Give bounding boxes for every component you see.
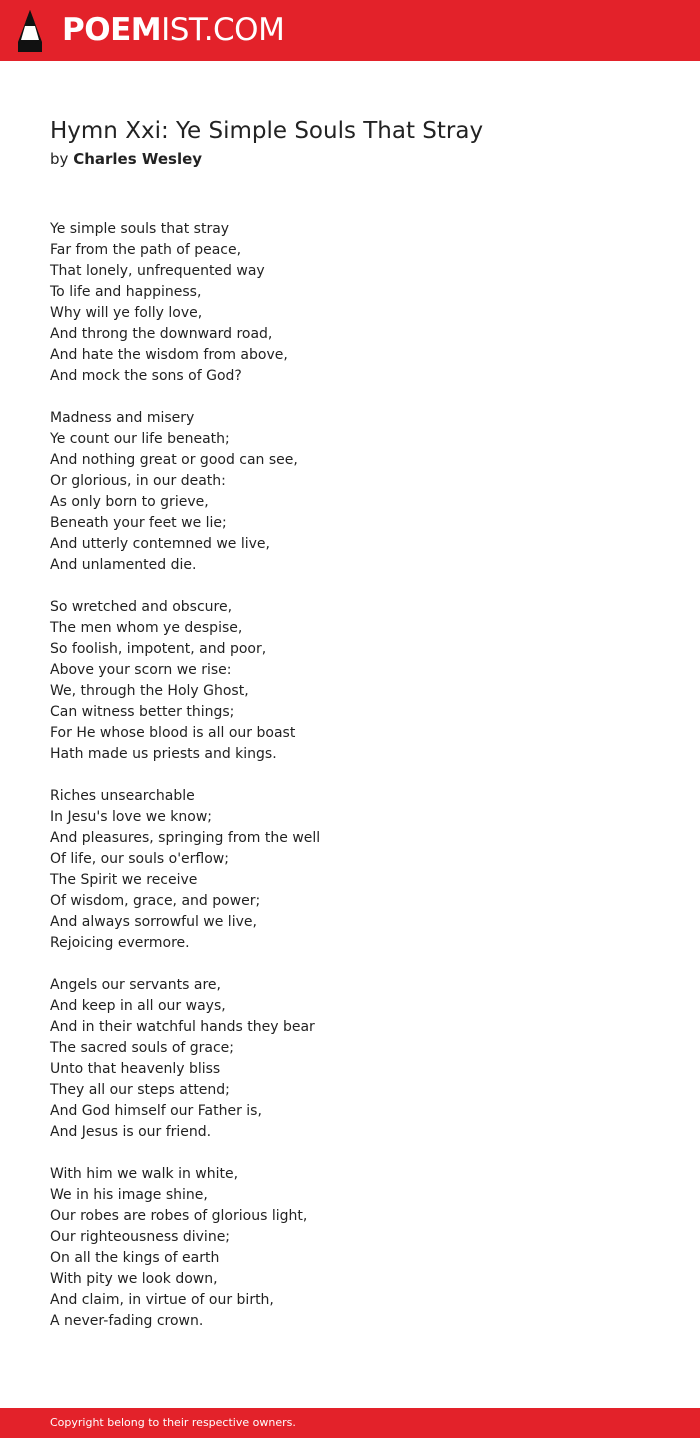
poem-line: Far from the path of peace,	[50, 242, 242, 258]
poem-line: And claim, in virtue of our birth,	[50, 1292, 274, 1308]
poem-line: Can witness better things;	[50, 704, 235, 720]
logo-bold-text: POEM	[62, 12, 162, 48]
poem-line: A never-fading crown.	[50, 1313, 204, 1329]
poem-line: They all our steps attend;	[50, 1082, 230, 1098]
poem-line: And keep in all our ways,	[50, 998, 226, 1014]
poem-line: The men whom ye despise,	[50, 620, 243, 636]
poem-line: In Jesu's love we know;	[50, 809, 212, 825]
by-label: by	[50, 150, 69, 168]
poem-title: Hymn Xxi: Ye Simple Souls That Stray	[50, 118, 484, 144]
site-header	[0, 0, 700, 61]
poem-line: As only born to grieve,	[50, 494, 209, 510]
poem-line: We, through the Holy Ghost,	[50, 683, 249, 699]
poem-line: And hate the wisdom from above,	[50, 347, 288, 363]
poem-line: With him we walk in white,	[50, 1166, 239, 1182]
poem-line: We in his image shine,	[50, 1187, 208, 1203]
poem-line: Madness and misery	[50, 410, 195, 426]
poem-line: Of life, our souls o'erflow;	[50, 851, 229, 867]
poem-line: And Jesus is our friend.	[50, 1124, 212, 1140]
poem-line: Our robes are robes of glorious light,	[50, 1208, 308, 1224]
stanza	[50, 219, 650, 387]
poem-body	[50, 219, 650, 1353]
poem-line: Angels our servants are,	[50, 977, 221, 993]
site-logo[interactable]	[62, 12, 284, 48]
poem-line: So foolish, impotent, and poor,	[50, 641, 267, 657]
poem-line: Above your scorn we rise:	[50, 662, 232, 678]
poem-line: Rejoicing evermore.	[50, 935, 190, 951]
poem-line: That lonely, unfrequented way	[50, 263, 265, 279]
poem-line: To life and happiness,	[50, 284, 202, 300]
stanza	[50, 1164, 650, 1332]
poem-line: And pleasures, springing from the well	[50, 830, 321, 846]
poem-line: Of wisdom, grace, and power;	[50, 893, 261, 909]
poem-line: Riches unsearchable	[50, 788, 195, 804]
poem-line: And in their watchful hands they bear	[50, 1019, 315, 1035]
poem-line: Ye simple souls that stray	[50, 221, 230, 237]
site-footer	[0, 1408, 700, 1438]
poem-line: And nothing great or good can see,	[50, 452, 298, 468]
poem-line: The sacred souls of grace;	[50, 1040, 235, 1056]
poem-line: Unto that heavenly bliss	[50, 1061, 221, 1077]
poem-line: With pity we look down,	[50, 1271, 218, 1287]
poem-line: Beneath your feet we lie;	[50, 515, 227, 531]
poem-line: Ye count our life beneath;	[50, 431, 230, 447]
poem-line: And God himself our Father is,	[50, 1103, 262, 1119]
poem-line: And unlamented die.	[50, 557, 197, 573]
poem-line: And mock the sons of God?	[50, 368, 242, 384]
pencil-tip-icon[interactable]	[18, 10, 42, 52]
poem-line: So wretched and obscure,	[50, 599, 233, 615]
poem-byline	[50, 148, 202, 170]
poem-line: The Spirit we receive	[50, 872, 198, 888]
poem-line: Hath made us priests and kings.	[50, 746, 277, 762]
poem-line: And utterly contemned we live,	[50, 536, 270, 552]
poem-line: And always sorrowful we live,	[50, 914, 257, 930]
poem-line: For He whose blood is all our boast	[50, 725, 296, 741]
poem-line: Or glorious, in our death:	[50, 473, 226, 489]
stanza	[50, 597, 650, 765]
stanza	[50, 975, 650, 1143]
poem-line: And throng the downward road,	[50, 326, 273, 342]
stanza	[50, 408, 650, 576]
poem-line: Why will ye folly love,	[50, 305, 203, 321]
logo-light-text: IST.COM	[161, 12, 285, 48]
poem-line: Our righteousness divine;	[50, 1229, 231, 1245]
stanza	[50, 786, 650, 954]
poem-author: Charles Wesley	[73, 150, 203, 168]
poem-line: On all the kings of earth	[50, 1250, 220, 1266]
copyright-text: Copyright belong to their respective owners.	[50, 1416, 296, 1429]
